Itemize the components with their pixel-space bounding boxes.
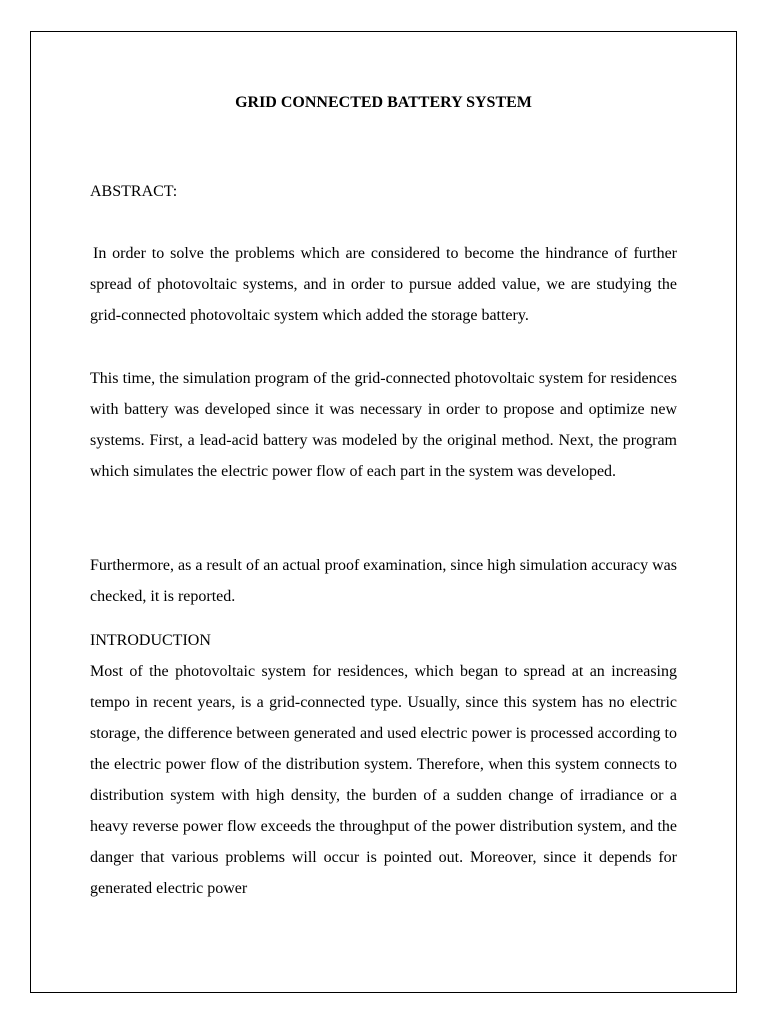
introduction-paragraph: Most of the photovoltaic system for residences, which began to spread at an increasing tempo in recent years, is a grid-connected type. Usually, since this system has no electric storage, the difference between generated and used electric power is processed according to the electric power flow of the distribution system. Therefore, when this system connects to distribution system with high density, the burden of a sudden change of irradiance or a heavy reverse power flow exceeds the throughput of the power distribution system, and the danger that various problems will occur is pointed out. Moreover, since it depends for generated electric power: [90, 663, 677, 897]
abstract-paragraph-2: This time, the simulation program of the grid-connected photovoltaic system for residences with battery was developed since it was necessary in order to propose and optimize new systems. First, a lead-acid battery was modeled by the original method. Next, the program which simulates the electric power flow of each part in the system was developed.: [90, 370, 677, 480]
abstract-heading: ABSTRACT:: [90, 183, 178, 200]
introduction-heading: INTRODUCTION: [90, 632, 211, 649]
abstract-paragraph-3: Furthermore, as a result of an actual proof examination, since high simulation accuracy was checked, it is reported.: [90, 557, 677, 605]
abstract-paragraph-1: In order to solve the problems which are considered to become the hindrance of further spread of photovoltaic systems, and in order to pursue added value, we are studying the grid-connected photovoltaic system which added the storage battery.: [90, 245, 677, 324]
document-title: GRID CONNECTED BATTERY SYSTEM: [235, 94, 532, 111]
